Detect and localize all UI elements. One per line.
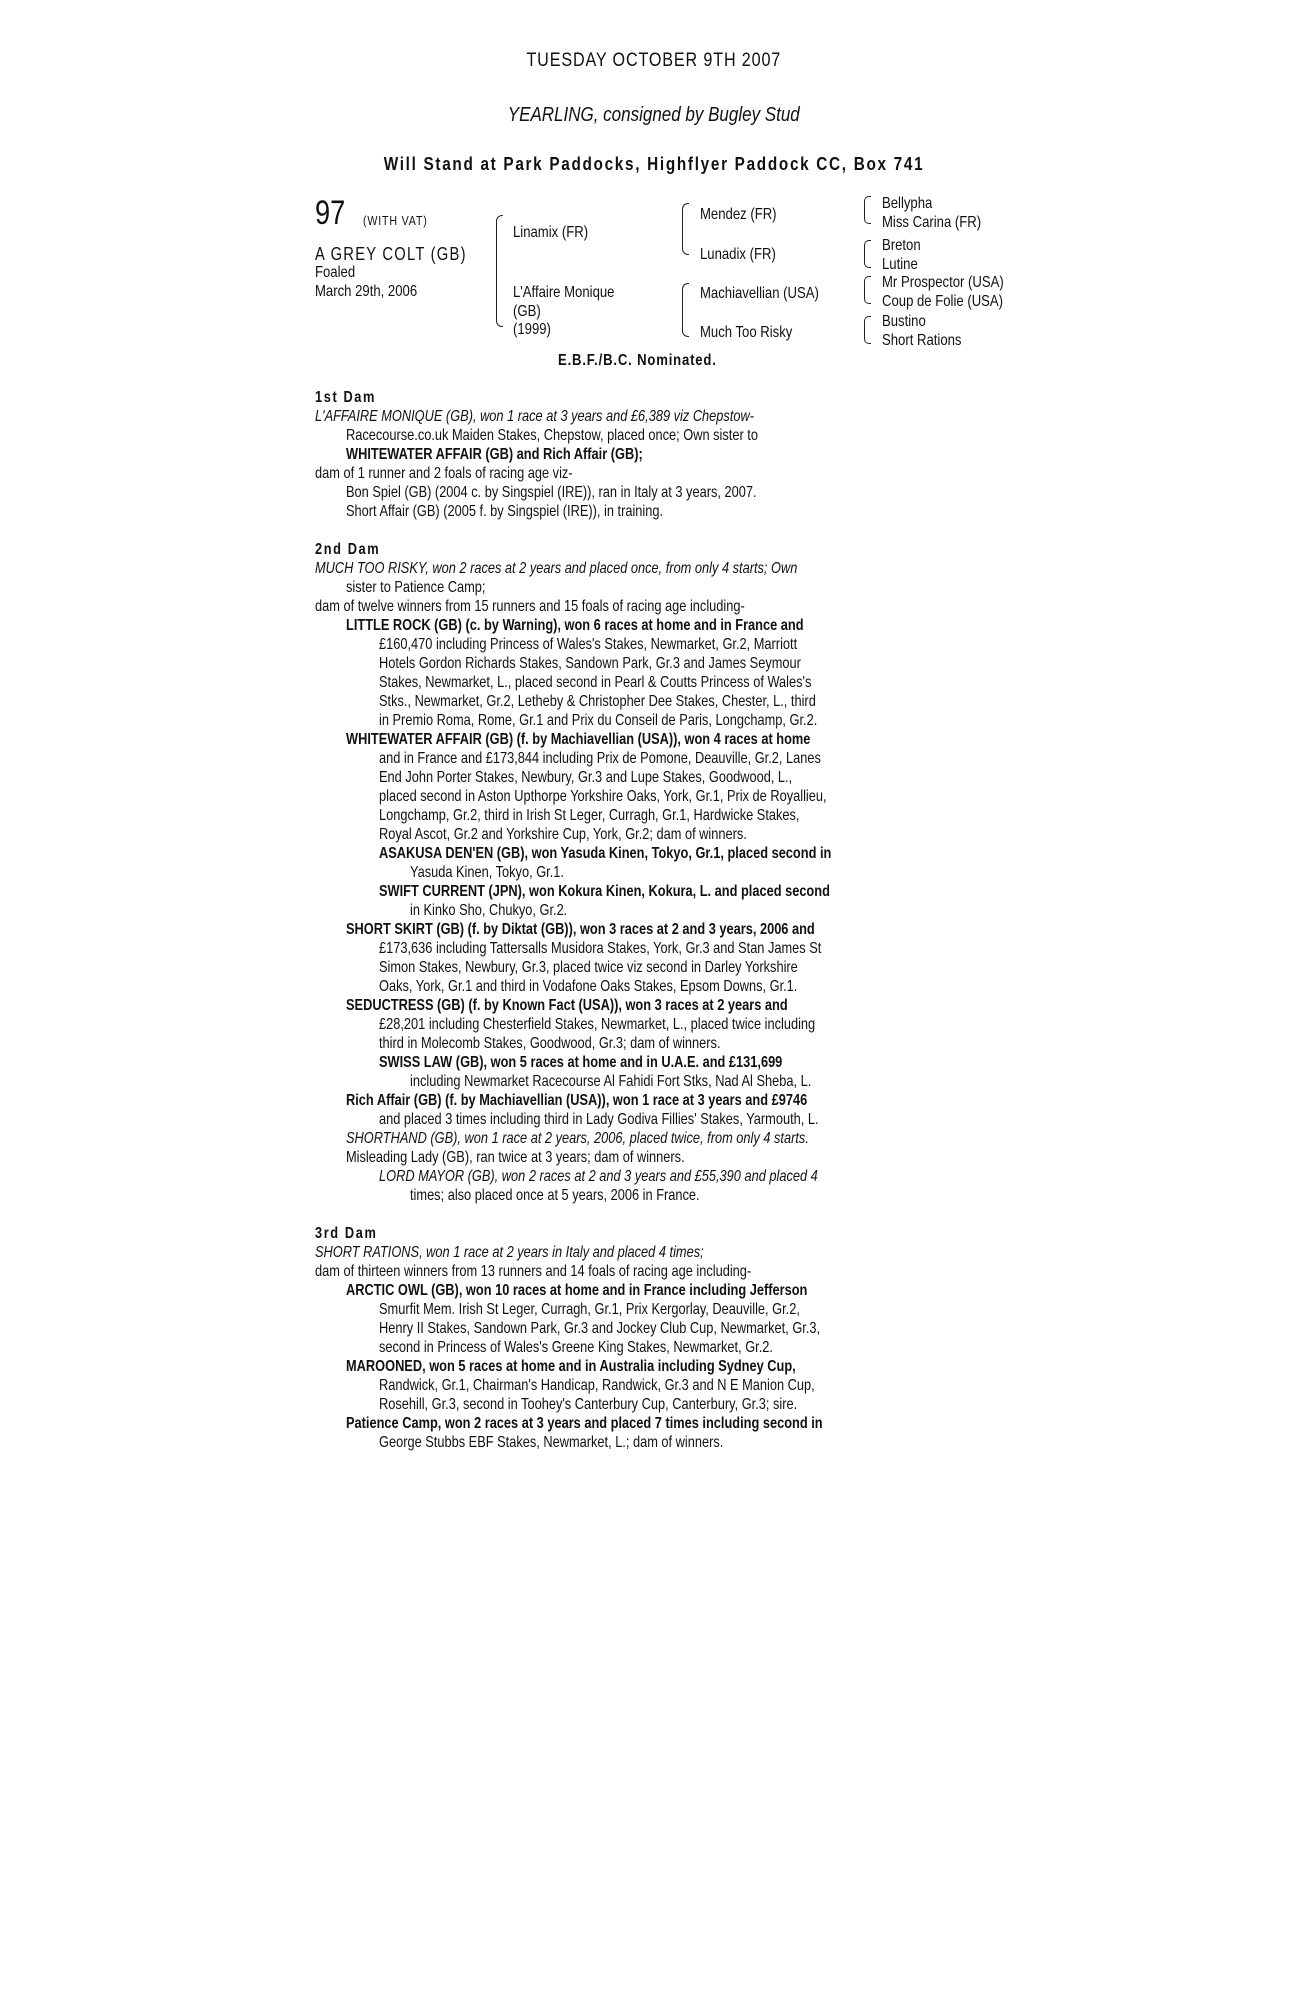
dam-year: (1999) [513, 321, 551, 338]
text-line: SHORTHAND (GB), won 1 race at 2 years, 2006, placed twice, from only 4 starts. [346, 1130, 809, 1147]
vat-note: (WITH VAT) [363, 213, 428, 228]
consignment-line [0, 104, 1308, 127]
nomination-note: E.B.F./B.C. Nominated. [558, 352, 717, 369]
sale-date-text: TUESDAY OCTOBER 9TH 2007 [526, 50, 782, 71]
text-line: Smurfit Mem. Irish St Leger, Curragh, Gr.1, Prix Kergorlay, Deauville, Gr.2, [379, 1301, 800, 1318]
stabling-line [0, 154, 1308, 175]
dd-dam: Short Rations [882, 332, 962, 349]
text-line: Oaks, York, Gr.1 and third in Vodafone Oaks Stakes, Epsom Downs, Gr.1. [379, 978, 798, 995]
text-line: sister to Patience Camp; [346, 579, 486, 596]
text-line: MAROONED, won 5 races at home and in Australia including Sydney Cup, [346, 1358, 796, 1375]
text-line: Racecourse.co.uk Maiden Stakes, Chepstow, placed once; Own sister to [346, 427, 758, 444]
ds-sire: Mr Prospector (USA) [882, 274, 1004, 291]
text-line: and in France and £173,844 including Prix de Pomone, Deauville, Gr.2, Lanes [379, 750, 821, 767]
text-line: LITTLE ROCK (GB) (c. by Warning), won 6 races at home and in France and [346, 617, 804, 634]
text-line: in Premio Roma, Rome, Gr.1 and Prix du Conseil de Paris, Longchamp, Gr.2. [379, 712, 818, 729]
pedigree-brace-ds [864, 276, 871, 304]
text-line: LORD MAYOR (GB), won 2 races at 2 and 3 years and £55,390 and placed 4 [379, 1168, 818, 1185]
text-line: placed second in Aston Upthorpe Yorkshire Oaks, York, Gr.1, Prix de Royallieu, [379, 788, 827, 805]
text-line: Patience Camp, won 2 races at 3 years and placed 7 times including second in [346, 1415, 823, 1432]
ss-dam: Miss Carina (FR) [882, 214, 982, 231]
text-line: dam of thirteen winners from 13 runners and 14 foals of racing age including- [315, 1263, 752, 1280]
text-line: and placed 3 times including third in Lady Godiva Fillies' Stakes, Yarmouth, L. [379, 1111, 819, 1128]
text-line: Bon Spiel (GB) (2004 c. by Singspiel (IRE)), ran in Italy at 3 years, 2007. [346, 484, 757, 501]
text-line: WHITEWATER AFFAIR (GB) and Rich Affair (GB); [346, 446, 643, 463]
text-line: including Newmarket Racecourse Al Fahidi Fort Stks, Nad Al Sheba, L. [410, 1073, 812, 1090]
sire-dam: Lunadix (FR) [700, 246, 776, 263]
dam-origin: (GB) [513, 303, 541, 320]
text-line: SHORT RATIONS, won 1 race at 2 years in Italy and placed 4 times; [315, 1244, 704, 1261]
text-line: in Kinko Sho, Chukyo, Gr.2. [410, 902, 568, 919]
sire-name: Linamix (FR) [513, 224, 589, 241]
text-line: Stks., Newmarket, Gr.2, Letheby & Christopher Dee Stakes, Chester, L., third [379, 693, 816, 710]
text-line: Stakes, Newmarket, L., placed second in Pearl & Coutts Princess of Wales's [379, 674, 812, 691]
dam-sire: Machiavellian (USA) [700, 285, 819, 302]
foaled-date: March 29th, 2006 [315, 283, 418, 300]
text-line: dam of 1 runner and 2 foals of racing age viz- [315, 465, 573, 482]
text-line: Simon Stakes, Newbury, Gr.3, placed twice viz second in Darley Yorkshire [379, 959, 798, 976]
text-line: George Stubbs EBF Stakes, Newmarket, L.; dam of winners. [379, 1434, 724, 1451]
text-line: SEDUCTRESS (GB) (f. by Known Fact (USA)), won 3 races at 2 years and [346, 997, 788, 1014]
text-line: Henry II Stakes, Sandown Park, Gr.3 and Jockey Club Cup, Newmarket, Gr.3, [379, 1320, 821, 1337]
text-line: Longchamp, Gr.2, third in Irish St Leger, Curragh, Gr.1, Hardwicke Stakes, [379, 807, 800, 824]
pedigree-brace-sire [682, 203, 689, 255]
ss-sire: Bellypha [882, 195, 933, 212]
lot-number: 97 [315, 194, 346, 232]
text-line: times; also placed once at 5 years, 2006 in France. [410, 1187, 700, 1204]
text-line: SWISS LAW (GB), won 5 races at home and in U.A.E. and £131,699 [379, 1054, 783, 1071]
text-line: ASAKUSA DEN'EN (GB), won Yasuda Kinen, Tokyo, Gr.1, placed second in [379, 845, 832, 862]
text-line: dam of twelve winners from 15 runners and 15 foals of racing age including- [315, 598, 745, 615]
stabling-text: Will Stand at Park Paddocks, Highflyer Paddock CC, Box 741 [383, 154, 925, 174]
text-line: L'AFFAIRE MONIQUE (GB), won 1 race at 3 years and £6,389 viz Chepstow- [315, 408, 754, 425]
dam-name: L'Affaire Monique [513, 284, 615, 301]
ds-dam: Coup de Folie (USA) [882, 293, 1004, 310]
text-line: Yasuda Kinen, Tokyo, Gr.1. [410, 864, 564, 881]
foaled-label: Foaled [315, 264, 356, 281]
text-line: £28,201 including Chesterfield Stakes, Newmarket, L., placed twice including [379, 1016, 816, 1033]
text-line: Royal Ascot, Gr.2 and Yorkshire Cup, York, Gr.2; dam of winners. [379, 826, 747, 843]
text-line: SWIFT CURRENT (JPN), won Kokura Kinen, Kokura, L. and placed second [379, 883, 830, 900]
text-line: Rich Affair (GB) (f. by Machiavellian (USA)), won 1 race at 3 years and £9746 [346, 1092, 808, 1109]
dam-dam: Much Too Risky [700, 324, 793, 341]
text-line: £160,470 including Princess of Wales's Stakes, Newmarket, Gr.2, Marriott [379, 636, 798, 653]
consignment-text: YEARLING, consigned by Bugley Stud [507, 104, 801, 126]
text-line: End John Porter Stakes, Newbury, Gr.3 and Lupe Stakes, Goodwood, L., [379, 769, 793, 786]
text-line: £173,636 including Tattersalls Musidora Stakes, York, Gr.3 and Stan James St [379, 940, 822, 957]
pedigree-brace-dam [682, 283, 689, 337]
text-line: third in Molecomb Stakes, Goodwood, Gr.3; dam of winners. [379, 1035, 721, 1052]
text-line: 2nd Dam [315, 541, 381, 558]
text-line: second in Princess of Wales's Greene King Stakes, Newmarket, Gr.2. [379, 1339, 773, 1356]
text-line: ARCTIC OWL (GB), won 10 races at home and in France including Jefferson [346, 1282, 808, 1299]
pedigree-brace-dd [864, 316, 871, 344]
text-line: Misleading Lady (GB), ran twice at 3 years; dam of winners. [346, 1149, 685, 1166]
lot-description: A GREY COLT (GB) [315, 244, 467, 264]
text-line: SHORT SKIRT (GB) (f. by Diktat (GB)), won 3 races at 2 and 3 years, 2006 and [346, 921, 815, 938]
text-line: Randwick, Gr.1, Chairman's Handicap, Randwick, Gr.3 and N E Manion Cup, [379, 1377, 815, 1394]
text-line: Rosehill, Gr.3, second in Toohey's Canterbury Cup, Canterbury, Gr.3; sire. [379, 1396, 798, 1413]
pedigree-brace-sd [864, 240, 871, 268]
pedigree-brace-ss [864, 196, 871, 224]
text-line: 1st Dam [315, 389, 376, 406]
text-line: WHITEWATER AFFAIR (GB) (f. by Machiavellian (USA)), won 4 races at home [346, 731, 811, 748]
text-line: Short Affair (GB) (2005 f. by Singspiel (IRE)), in training. [346, 503, 664, 520]
text-line: 3rd Dam [315, 1225, 378, 1242]
sire-sire: Mendez (FR) [700, 206, 777, 223]
sd-dam: Lutine [882, 256, 918, 273]
sd-sire: Breton [882, 237, 921, 254]
text-line: Hotels Gordon Richards Stakes, Sandown Park, Gr.3 and James Seymour [379, 655, 801, 672]
text-line: MUCH TOO RISKY, won 2 races at 2 years and placed once, from only 4 starts; Own [315, 560, 798, 577]
dd-sire: Bustino [882, 313, 926, 330]
sale-date [0, 50, 1308, 72]
pedigree-brace-main [496, 215, 503, 327]
